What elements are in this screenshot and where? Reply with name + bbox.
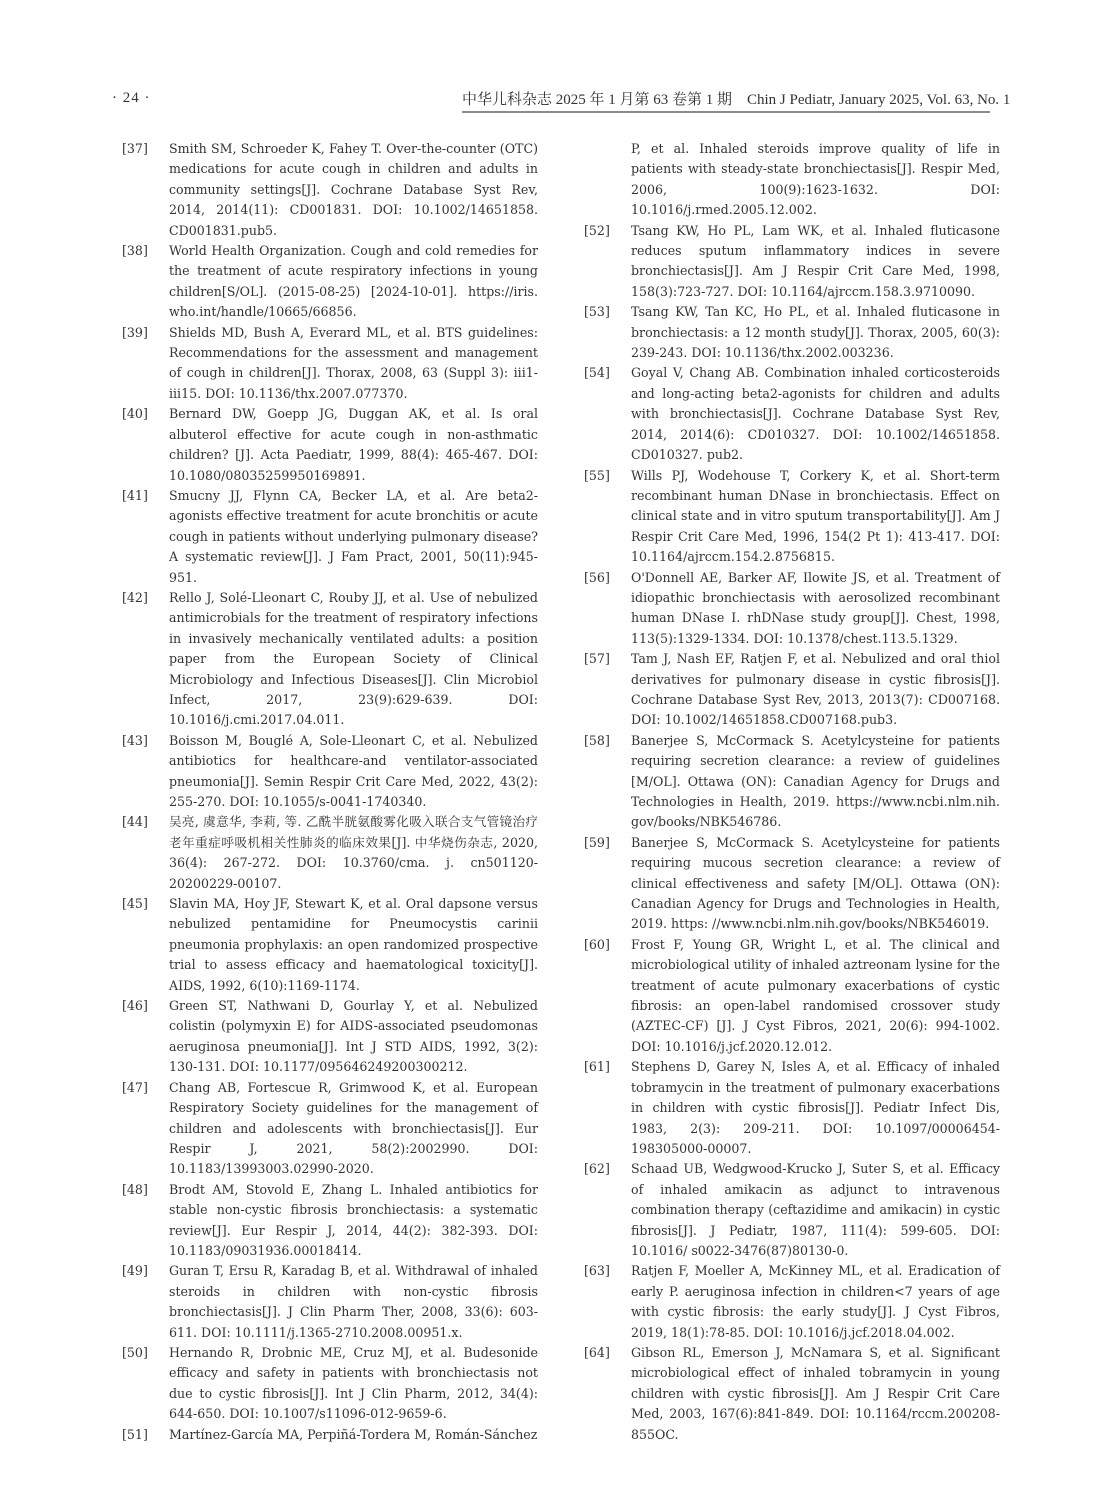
reference-number: [46]: [122, 998, 148, 1014]
reference-text: Tam J, Nash EF, Ratjen F, et al. Nebulized and oral thiol derivatives for pulmonary disease in cystic fibrosis[J]. Cochrane Database Syst Rev, 2013, 2013(7): CD007168. DOI: 10.1002/14651858.CD007168.pub3.: [631, 651, 1000, 728]
references-left-column: [122, 139, 538, 1445]
reference-number: [63]: [584, 1263, 610, 1279]
reference-number: [45]: [122, 896, 148, 912]
reference-number: [61]: [584, 1059, 610, 1075]
reference-text: Schaad UB, Wedgwood-Krucko J, Suter S, et al. Efficacy of inhaled amikacin as adjunct to intravenous combination therapy (ceftazidime and amikacin) in cystic fibrosis[J]. J Pediatr, 1987, 111(4): 599-605. DOI: 10.1016/ s0022-3476(87)80130-0.: [631, 1161, 1000, 1258]
reference-number: [52]: [584, 222, 610, 238]
reference-entry: [584, 363, 1000, 465]
reference-text: Frost F, Young GR, Wright L, et al. The clinical and microbiological utility of inhaled aztreonam lysine for the treatment of acute pulmonary exacerbations of cystic fibrosis: an open-label randomised crossover study (AZTEC-CF) [J]. J Cyst Fibros, 2021, 20(6): 994-1002. DOI: 10.1016/j.jcf.2020.12.012.: [631, 936, 1000, 1054]
reference-number: [47]: [122, 1079, 148, 1095]
reference-entry: [584, 833, 1000, 935]
reference-text: P, et al. Inhaled steroids improve quality of life in patients with steady-state bronchiectasis[J]. Respir Med, 2006, 100(9):1623-1632. DOI: 10.1016/j.rmed.2005.12.002.: [631, 141, 1000, 218]
reference-number: [50]: [122, 1344, 148, 1360]
reference-text: Guran T, Ersu R, Karadag B, et al. Withdrawal of inhaled steroids in children with non-cystic fibrosis bronchiectasis[J]. J Clin Pharm Ther, 2008, 33(6): 603-611. DOI: 10.1111/j.1365-2710.2008.00951.x.: [169, 1263, 538, 1340]
reference-entry: [584, 302, 1000, 363]
reference-entry: [122, 1078, 538, 1180]
reference-text: Bernard DW, Goepp JG, Duggan AK, et al. Is oral albuterol effective for acute cough in non-asthmatic children? [J]. Acta Paediatr, 1999, 88(4): 465-467. DOI: 10.1080/08035259950169891.: [169, 406, 538, 483]
reference-text: Boisson M, Bouglé A, Sole-Lleonart C, et al. Nebulized antibiotics for healthcare-and ventilator-associated pneumonia[J]. Semin Respir Crit Care Med, 2022, 43(2): 255-270. DOI: 10.1055/s-0041-1740340.: [169, 732, 538, 809]
reference-text: World Health Organization. Cough and cold remedies for the treatment of acute respiratory infections in young children[S/OL]. (2015-08-25) [2024-10-01]. https://iris. who.int/handle/10665/66856.: [169, 243, 538, 320]
reference-number: [48]: [122, 1181, 148, 1197]
reference-number: [38]: [122, 243, 148, 259]
reference-text: 吴亮, 虞意华, 李莉, 等. 乙酰半胱氨酸雾化吸入联合支气管镜治疗老年重症呼吸机相关性肺炎的临床效果[J]. 中华烧伤杂志, 2020, 36(4): 267-272. DOI: 10.3760/cma. j. cn501120-20200229-00107.: [169, 814, 538, 891]
reference-entry: [122, 1425, 538, 1445]
reference-number: [39]: [122, 324, 148, 340]
reference-number: [54]: [584, 365, 610, 381]
reference-entry: [122, 894, 538, 996]
reference-text: Tsang KW, Tan KC, Ho PL, et al. Inhaled fluticasone in bronchiectasis: a 12 month study[J]. Thorax, 2005, 60(3): 239-243. DOI: 10.1136/thx.2002.003236.: [631, 304, 1000, 361]
reference-text: Tsang KW, Ho PL, Lam WK, et al. Inhaled fluticasone reduces sputum inflammatory indices in severe bronchiectasis[J]. Am J Respir Crit Care Med, 1998, 158(3):723-727. DOI: 10.1164/ajrccm.158.3.9710090.: [631, 222, 1000, 299]
reference-number: [43]: [122, 732, 148, 748]
reference-entry: [584, 1343, 1000, 1445]
reference-entry: [584, 731, 1000, 833]
reference-text: Hernando R, Drobnic ME, Cruz MJ, et al. Budesonide efficacy and safety in patients with bronchiectasis not due to cystic fibrosis[J]. Int J Clin Pharm, 2012, 34(4): 644-650. DOI: 10.1007/s11096-012-9659-6.: [169, 1344, 538, 1422]
reference-number: [53]: [584, 304, 610, 320]
reference-number: [59]: [584, 834, 610, 850]
reference-number: [60]: [584, 936, 610, 952]
reference-entry: [122, 996, 538, 1078]
reference-text: Brodt AM, Stovold E, Zhang L. Inhaled antibiotics for stable non-cystic fibrosis bronchiectasis: a systematic review[J]. Eur Respir J, 2014, 44(2): 382-393. DOI: 10.1183/09031936.00018414.: [169, 1181, 538, 1258]
reference-number: [55]: [584, 467, 610, 483]
reference-text: Banerjee S, McCormack S. Acetylcysteine for patients requiring secretion clearance: a review of guidelines [M/OL]. Ottawa (ON): Canadian Agency for Drugs and Technologies in Health, 2019. https://www.ncbi.nlm.nih. gov/books/NBK546786.: [631, 732, 1000, 830]
reference-entry: [122, 1180, 538, 1262]
reference-text: Ratjen F, Moeller A, McKinney ML, et al. Eradication of early P. aeruginosa infection in children<7 years of age with cystic fibrosis: the early study[J]. J Cyst Fibros, 2019, 18(1):78-85. DOI: 10.1016/j.jcf.2018.04.002.: [631, 1263, 1000, 1340]
reference-entry: [584, 466, 1000, 568]
reference-entry: [122, 241, 538, 323]
reference-entry: [584, 221, 1000, 303]
reference-entry: [122, 1261, 538, 1343]
reference-entry: [584, 1261, 1000, 1343]
reference-number: [64]: [584, 1344, 610, 1360]
reference-entry: [122, 1343, 538, 1425]
reference-text: Rello J, Solé-Lleonart C, Rouby JJ, et al. Use of nebulized antimicrobials for the treatment of respiratory infections in invasively mechanically ventilated adults: a position paper from the European Society of Clinical Microbiology and Infectious Diseases[J]. Clin Microbiol Infect, 2017, 23(9):629-639. DOI: 10.1016/j.cmi.2017.04.011.: [169, 589, 538, 728]
references-right-column: [584, 139, 1000, 1445]
reference-number: [42]: [122, 589, 148, 605]
reference-text: Wills PJ, Wodehouse T, Corkery K, et al. Short-term recombinant human DNase in bronchiectasis. Effect on clinical state and in vitro sputum transportability[J]. Am J Respir Crit Care Med, 1996, 154(2 Pt 1): 413-417. DOI: 10.1164/ajrccm.154.2.8756815.: [631, 467, 1000, 565]
reference-entry: [122, 731, 538, 813]
reference-entry: [122, 486, 538, 588]
reference-entry: [122, 323, 538, 405]
reference-number: [49]: [122, 1263, 148, 1279]
reference-entry: [122, 404, 538, 486]
reference-number: [44]: [122, 814, 148, 830]
reference-entry: [584, 568, 1000, 650]
reference-number: [41]: [122, 487, 148, 503]
reference-text: O'Donnell AE, Barker AF, Ilowite JS, et al. Treatment of idiopathic bronchiectasis with aerosolized recombinant human DNase I. rhDNase study group[J]. Chest, 1998, 113(5):1329-1334. DOI: 10.1378/chest.113.5.1329.: [631, 569, 1000, 646]
reference-text: Martínez-García MA, Perpiñá-Tordera M, Román-Sánchez: [169, 1426, 538, 1442]
reference-text: Stephens D, Garey N, Isles A, et al. Efficacy of inhaled tobramycin in the treatment of pulmonary exacerbations in children with cystic fibrosis[J]. Pediatr Infect Dis, 1983, 2(3): 209-211. DOI: 10.1097/00006454-198305000-00007.: [631, 1059, 1000, 1156]
reference-text: Smucny JJ, Flynn CA, Becker LA, et al. Are beta2-agonists effective treatment for acute bronchitis or acute cough in patients without underlying pulmonary disease? A systematic review[J]. J Fam Pract, 2001, 50(11):945-951.: [169, 487, 538, 585]
reference-number: [37]: [122, 141, 148, 156]
reference-number: [57]: [584, 651, 610, 667]
reference-number: [51]: [122, 1426, 148, 1442]
reference-entry: [584, 1159, 1000, 1261]
reference-entry: [584, 1057, 1000, 1159]
reference-entry: [584, 139, 1000, 221]
reference-number: [40]: [122, 406, 148, 422]
running-header: 中华儿科杂志 2025 年 1 月第 63 卷第 1 期 Chin J Pediatr, January 2025, Vol. 63, No. 1: [462, 88, 990, 113]
reference-text: Smith SM, Schroeder K, Fahey T. Over-the-counter (OTC) medications for acute cough in children and adults in community settings[J]. Cochrane Database Syst Rev, 2014, 2014(11): CD001831. DOI: 10.1002/14651858. CD001831.pub5.: [169, 141, 538, 238]
reference-entry: [122, 139, 538, 241]
reference-text: Chang AB, Fortescue R, Grimwood K, et al. European Respiratory Society guidelines for the management of children and adolescents with bronchiectasis[J]. Eur Respir J, 2021, 58(2):2002990. DOI: 10.1183/13993003.02990-2020.: [169, 1079, 538, 1177]
reference-entry: [584, 935, 1000, 1057]
reference-number: [62]: [584, 1161, 610, 1177]
reference-text: Green ST, Nathwani D, Gourlay Y, et al. Nebulized colistin (polymyxin E) for AIDS-associated pseudomonas aeruginosa pneumonia[J]. Int J STD AIDS, 1992, 3(2): 130-131. DOI: 10.1177/095646249200300212.: [169, 998, 538, 1075]
reference-text: Slavin MA, Hoy JF, Stewart K, et al. Oral dapsone versus nebulized pentamidine for Pneumocystis carinii pneumonia prophylaxis: an open randomized prospective trial to assess efficacy and haematological toxicity[J]. AIDS, 1992, 6(10):1169-1174.: [169, 896, 538, 993]
reference-number: [58]: [584, 732, 610, 748]
reference-entry: [122, 812, 538, 894]
reference-text: Shields MD, Bush A, Everard ML, et al. BTS guidelines: Recommendations for the assessment and management of cough in children[J]. Thorax, 2008, 63 (Suppl 3): iii1-iii15. DOI: 10.1136/thx.2007.077370.: [169, 324, 538, 401]
reference-entry: [584, 649, 1000, 731]
reference-number: [56]: [584, 569, 610, 585]
reference-text: Goyal V, Chang AB. Combination inhaled corticosteroids and long-acting beta2-agonists for children and adults with bronchiectasis[J]. Cochrane Database Syst Rev, 2014, 2014(6): CD010327. DOI: 10.1002/14651858. CD010327. pub2.: [631, 365, 1000, 463]
page-number: · 24 ·: [112, 90, 151, 106]
reference-text: Gibson RL, Emerson J, McNamara S, et al. Significant microbiological effect of inhaled tobramycin in young children with cystic fibrosis[J]. Am J Respir Crit Care Med, 2003, 167(6):841-849. DOI: 10.1164/rccm.200208-855OC.: [631, 1344, 1000, 1442]
reference-text: Banerjee S, McCormack S. Acetylcysteine for patients requiring mucous secretion clearance: a review of clinical effectiveness and safety [M/OL]. Ottawa (ON): Canadian Agency for Drugs and Technologies in Health, 2019. https: //www.ncbi.nlm.nih.gov/books/NBK546019.: [631, 834, 1000, 932]
reference-entry: [122, 588, 538, 731]
